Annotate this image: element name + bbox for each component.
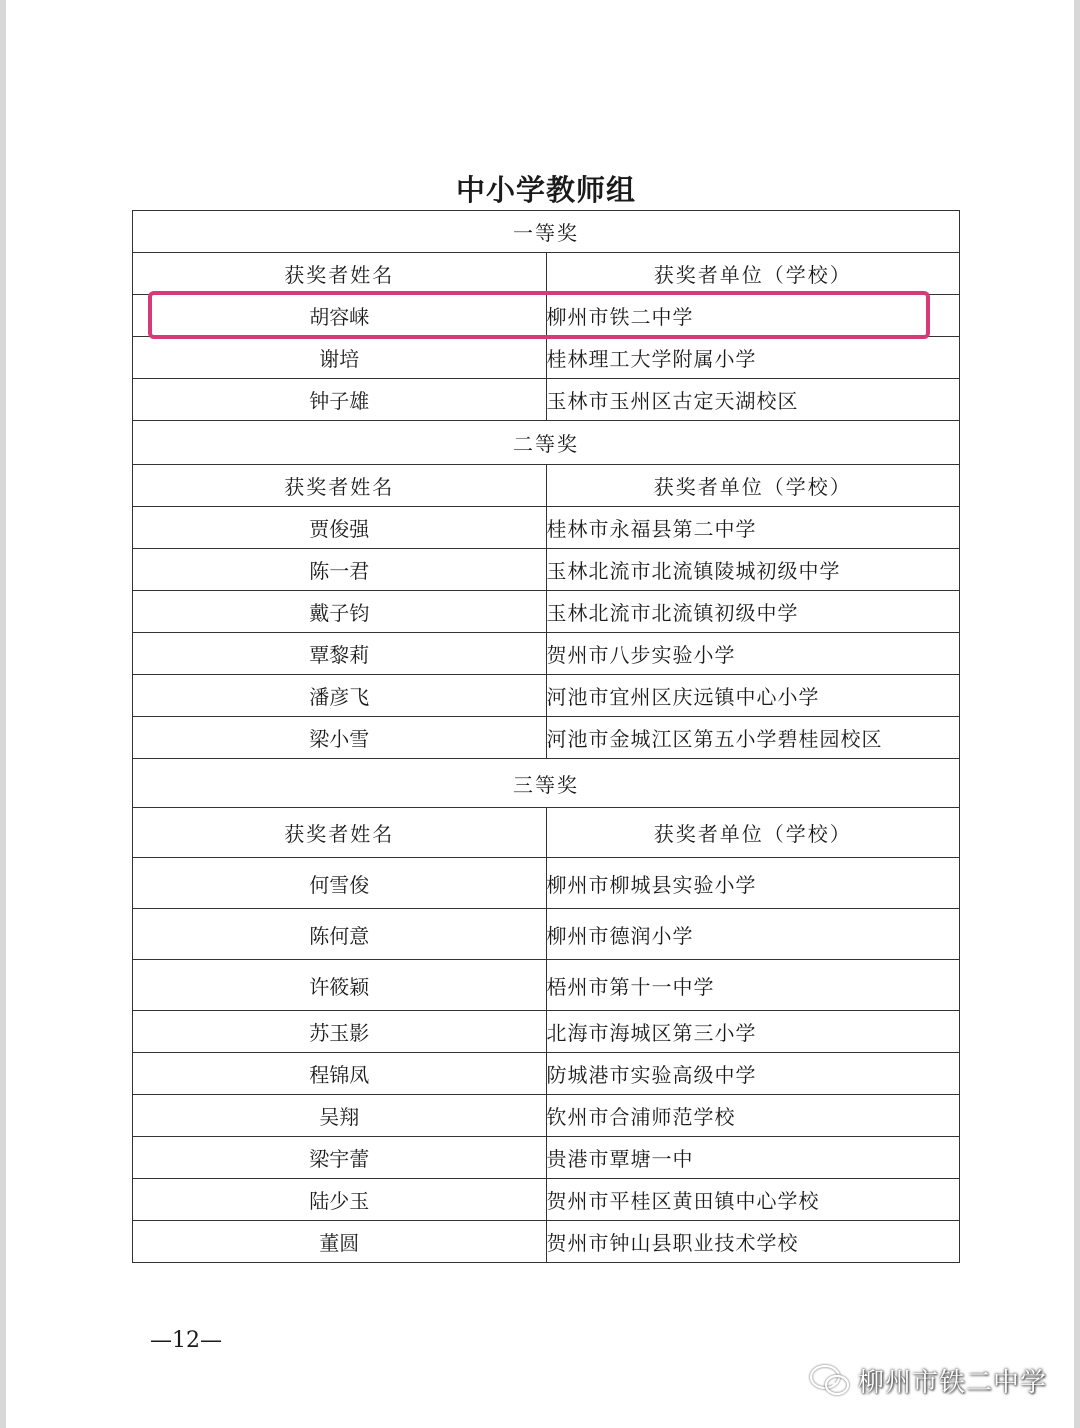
winner-unit: 河池市金城江区第五小学碧桂园校区 (546, 717, 960, 759)
winner-name: 陈一君 (133, 549, 547, 591)
header-name: 获奖者姓名 (133, 808, 547, 858)
header-name: 获奖者姓名 (133, 253, 547, 295)
watermark-text: 柳州市铁二中学 (858, 1367, 1048, 1398)
winner-unit: 河池市宜州区庆远镇中心小学 (546, 675, 960, 717)
table-row (133, 960, 960, 1011)
section-row-second (133, 421, 960, 465)
winner-name: 梁小雪 (133, 717, 547, 759)
section-row-third (133, 759, 960, 808)
winner-name: 陆少玉 (133, 1179, 547, 1221)
header-row (133, 465, 960, 507)
section-row-first (133, 211, 960, 253)
table-row (133, 379, 960, 421)
winner-unit: 柳州市德润小学 (546, 909, 960, 960)
winner-name: 谢培 (133, 337, 547, 379)
winner-name: 潘彦飞 (133, 675, 547, 717)
table-row (133, 858, 960, 909)
winner-name: 吴翔 (133, 1095, 547, 1137)
header-row (133, 253, 960, 295)
winner-unit: 玉林北流市北流镇陵城初级中学 (546, 549, 960, 591)
winner-name: 覃黎莉 (133, 633, 547, 675)
header-row (133, 808, 960, 858)
section-label: 二等奖 (133, 421, 960, 465)
watermark (808, 1360, 1047, 1400)
table-row (133, 1179, 960, 1221)
winner-unit: 桂林市永福县第二中学 (546, 507, 960, 549)
winner-name: 董圆 (133, 1221, 547, 1263)
page-title: 中小学教师组 (455, 173, 636, 207)
winner-name: 苏玉影 (133, 1011, 547, 1053)
winner-unit: 柳州市铁二中学 (546, 295, 960, 337)
header-unit: 获奖者单位（学校） (546, 465, 960, 507)
highlight-box (148, 291, 930, 339)
table-row (133, 1221, 960, 1263)
winner-name: 贾俊强 (133, 507, 547, 549)
winner-name: 何雪俊 (133, 858, 547, 909)
winner-name: 程锦凤 (133, 1053, 547, 1095)
section-label: 三等奖 (133, 759, 960, 808)
winner-name: 戴子钧 (133, 591, 547, 633)
table-row (133, 1137, 960, 1179)
header-unit: 获奖者单位（学校） (546, 808, 960, 858)
table-row (133, 1095, 960, 1137)
winner-unit: 贺州市八步实验小学 (546, 633, 960, 675)
winner-unit: 贺州市平桂区黄田镇中心学校 (546, 1179, 960, 1221)
page-edge-right (1074, 0, 1080, 1428)
table-row (133, 507, 960, 549)
table-row (133, 591, 960, 633)
header-name: 获奖者姓名 (133, 465, 547, 507)
winner-unit: 北海市海城区第三小学 (546, 1011, 960, 1053)
winner-unit: 玉林市玉州区古定天湖校区 (546, 379, 960, 421)
table-row (133, 1053, 960, 1095)
table-row (133, 909, 960, 960)
winner-unit: 钦州市合浦师范学校 (546, 1095, 960, 1137)
header-unit: 获奖者单位（学校） (546, 253, 960, 295)
page-edge-left (0, 0, 6, 1428)
winner-unit: 玉林北流市北流镇初级中学 (546, 591, 960, 633)
winner-unit: 桂林理工大学附属小学 (546, 337, 960, 379)
section-label: 一等奖 (133, 211, 960, 253)
table-row (133, 337, 960, 379)
wechat-icon (808, 1362, 852, 1398)
winner-unit: 防城港市实验高级中学 (546, 1053, 960, 1095)
awards-table (132, 210, 960, 1263)
winner-unit: 柳州市柳城县实验小学 (546, 858, 960, 909)
table-row (133, 675, 960, 717)
winner-name: 胡容崃 (133, 295, 547, 337)
winner-name: 钟子雄 (133, 379, 547, 421)
table-row (133, 549, 960, 591)
winner-unit: 贺州市钟山县职业技术学校 (546, 1221, 960, 1263)
winner-unit: 贵港市覃塘一中 (546, 1137, 960, 1179)
table-row (133, 633, 960, 675)
winner-name: 许筱颖 (133, 960, 547, 1011)
table-row (133, 1011, 960, 1053)
table-row (133, 717, 960, 759)
winner-unit: 梧州市第十一中学 (546, 960, 960, 1011)
page-number: —12— (150, 1328, 222, 1353)
winner-name: 陈何意 (133, 909, 547, 960)
winner-name: 梁宇蕾 (133, 1137, 547, 1179)
